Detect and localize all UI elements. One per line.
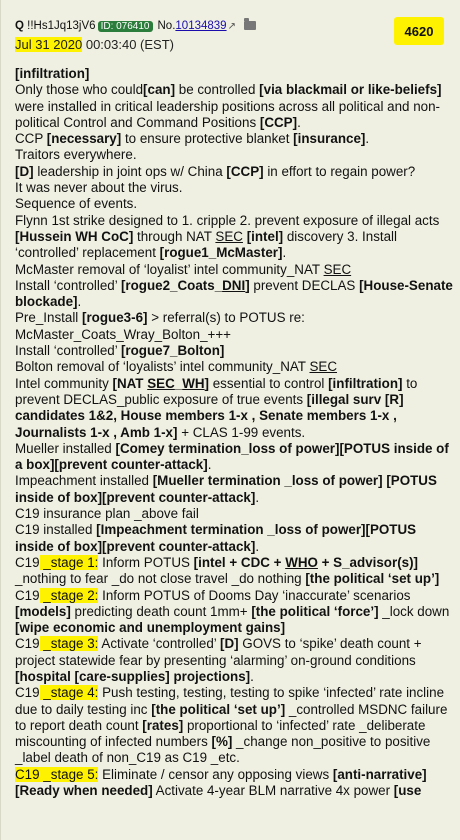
body-line: C19 insurance plan _above fail xyxy=(15,506,199,522)
stage-highlight: _stage 2: xyxy=(39,587,99,603)
drop-count-badge: 4620 xyxy=(394,17,444,45)
body-line: [D] leadership in joint ops w/ China [CCP] in effort to regain power? xyxy=(15,163,416,179)
body-line: Install ‘controlled’ [rogue7_Bolton] xyxy=(15,343,225,359)
post-body xyxy=(15,66,453,799)
body-line: C19 _stage 5: Eliminate / censor any opposing views [anti-narrative] xyxy=(15,766,427,782)
body-line: [infiltration] xyxy=(15,66,90,81)
post-date-highlight: Jul 31 2020 xyxy=(15,37,83,52)
body-line: [Ready when needed] Activate 4-year BLM narrative 4x power [use xyxy=(15,783,422,799)
post-number-label: No. xyxy=(157,20,176,32)
body-line: Intel community [NAT SEC_WH] essential to control [infiltration] to prevent DECLAS_public exposure of true events [illegal surv [R] candidates 1&2, House members 1-x , Senate members 1-x , Journalists 1-x , Amb 1-x] + CLAS 1-99 events. xyxy=(15,375,418,440)
tripcode: !!Hs1Jq13jV6 xyxy=(27,20,96,32)
body-line: C19 _stage 1: Inform POTUS [intel + CDC + WHO + S_advisor(s)] _nothing to fear _do not close travel _do nothing [the political ‘set up’] xyxy=(15,554,440,587)
post-time: 00:03:40 (EST) xyxy=(82,37,175,52)
body-line: Flynn 1st strike designed to 1. cripple 2. prevent exposure of illegal acts [Hussein WH CoC] through NAT SEC [intel] discovery 3. Install ‘controlled’ replacement [rogue1_McMaster]. xyxy=(15,212,440,261)
stage-highlight: _stage 5: xyxy=(39,766,99,782)
body-line: Install ‘controlled’ [rogue2_Coats_DNI] prevent DECLAS [House-Senate blockade]. xyxy=(15,277,453,310)
poster-id-badge: ID: 076410 xyxy=(98,21,153,32)
body-line: C19 _stage 4: Push testing, testing, testing to spike ‘infected’ rate incline due to daily testing inc [the political ‘set up’] _controlled MSDNC failure to report death count [rates] proportional to ‘infected’ rate _deliberate miscounting of infected numbers [%] _change non_positive to positive _label death of non_C19 as C19 _etc. xyxy=(15,685,448,766)
folder-icon[interactable] xyxy=(244,21,256,30)
body-line: C19 installed [Impeachment termination _loss of power][POTUS inside of box][prevent counter-attack]. xyxy=(15,522,417,554)
external-link-icon[interactable]: ↗ xyxy=(227,21,236,32)
post-date xyxy=(15,37,174,52)
body-line: Mueller installed [Comey termination_loss of power][POTUS inside of a box][prevent counter-attack]. xyxy=(15,440,449,473)
body-line: McMaster removal of ‘loyalist’ intel community_NAT SEC xyxy=(15,261,352,277)
body-line: Bolton removal of ‘loyalists’ intel community_NAT SEC xyxy=(15,359,338,375)
post-number-link[interactable]: 10134839 xyxy=(175,20,227,32)
post-meta xyxy=(15,20,256,32)
stage-highlight: _stage 1: xyxy=(39,554,99,570)
body-line: Traitors everywhere. xyxy=(15,147,137,163)
stage-highlight: _stage 3: xyxy=(39,636,99,652)
body-line: It was never about the virus. xyxy=(15,180,183,196)
post-header xyxy=(1,0,460,62)
body-line: Impeachment installed [Mueller termination _loss of power] [POTUS inside of box][prevent counter-attack]. xyxy=(15,473,437,505)
body-line: McMaster_Coats_Wray_Bolton_+++ xyxy=(15,326,231,342)
body-line: CCP [necessary] to ensure protective blanket [insurance]. xyxy=(15,131,370,147)
stage-highlight: _stage 4: xyxy=(39,685,99,701)
body-line: Pre_Install [rogue3-6] > referral(s) to POTUS re: xyxy=(15,310,305,326)
author-name: Q xyxy=(15,20,24,32)
body-line: Sequence of events. xyxy=(15,196,138,212)
body-line: C19 _stage 2: Inform POTUS of Dooms Day ‘inaccurate’ scenarios [models] predicting death count 1mm+ [the political ‘force’] _lock down [wipe economic and unemployment gains] xyxy=(15,587,450,636)
body-line: Only those who could[can] be controlled [via blackmail or like-beliefs] were installed in critical leadership positions across all political and non-political Control and Command Positions [CCP]. xyxy=(15,82,442,130)
body-line: C19 _stage 3: Activate ‘controlled’ [D] GOVS to ‘spike’ death count + project statewide fear by presenting ‘alarming’ on-ground conditions [hospital [care-supplies] projections]. xyxy=(15,636,422,684)
